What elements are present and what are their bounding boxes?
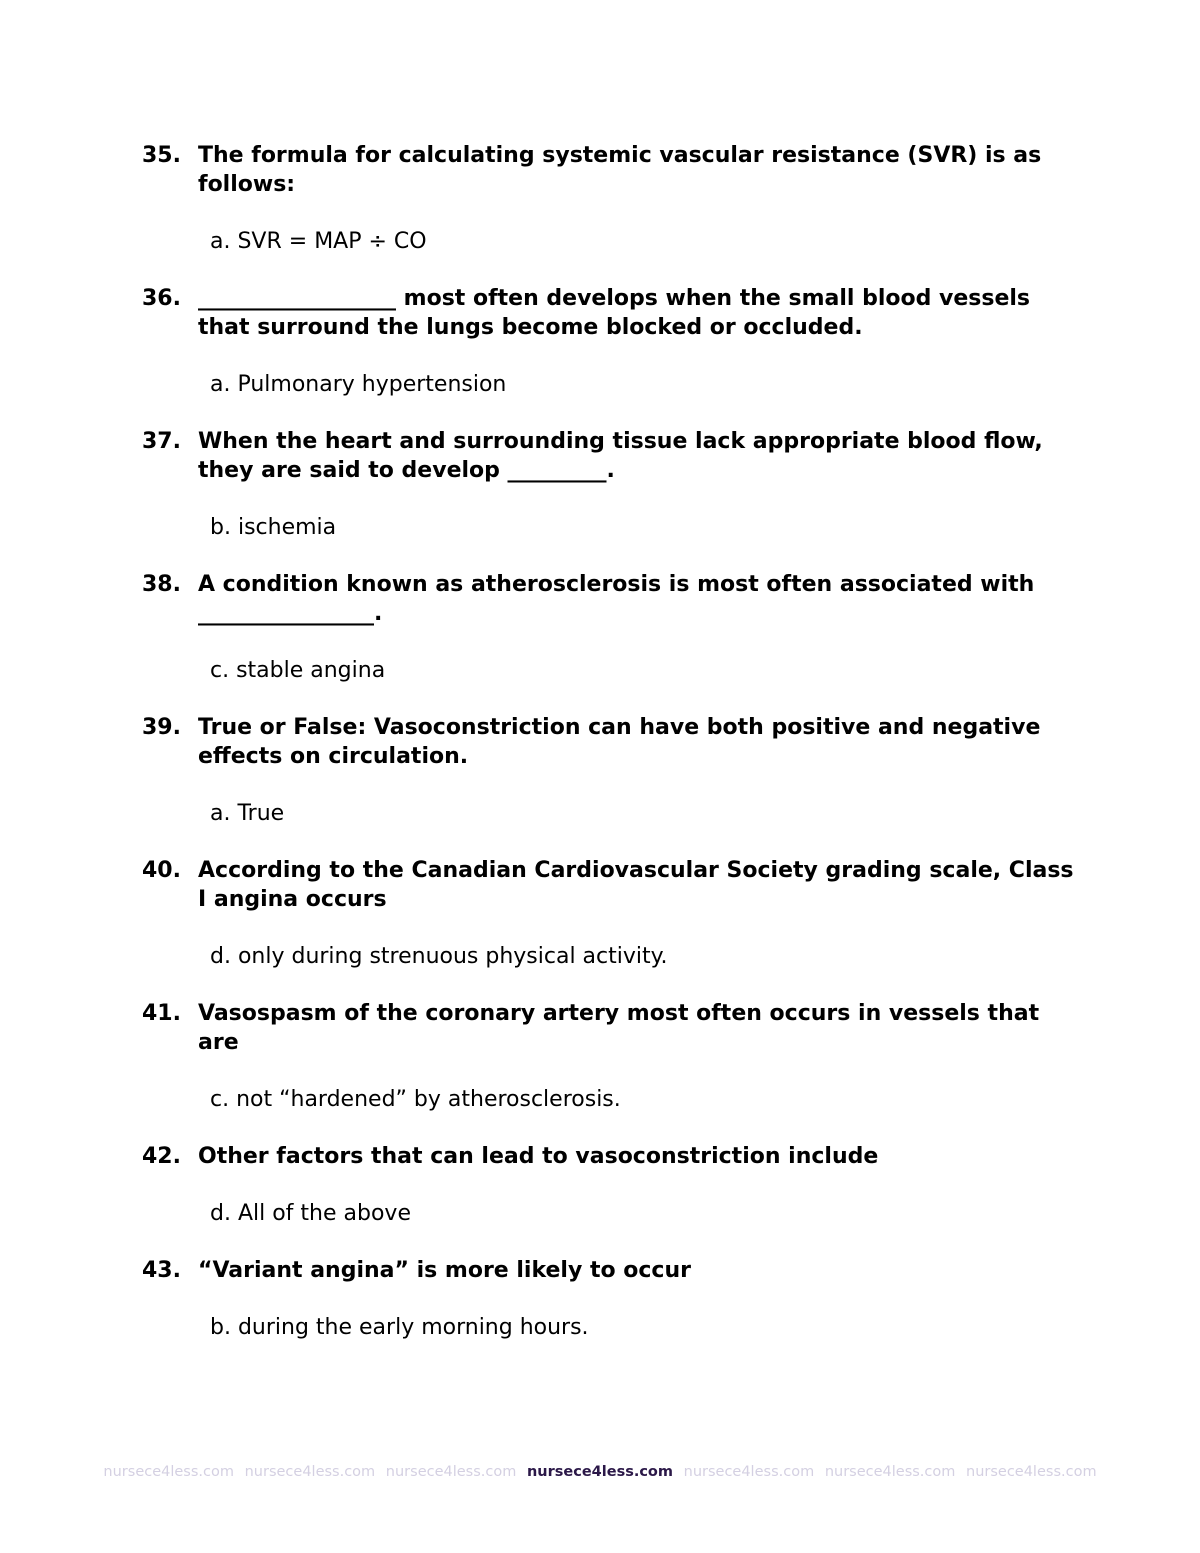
question-text: Other factors that can lead to vasoconstriction include <box>198 1144 879 1169</box>
question-40 <box>142 856 1082 914</box>
watermark-text: nursece4less.com <box>244 1464 376 1480</box>
watermark-footer <box>0 1462 1200 1482</box>
question-number: 39. <box>142 715 181 740</box>
question-number: 43. <box>142 1258 181 1283</box>
answer-39: a. True <box>210 801 285 826</box>
question-text: __________________ most often develops when the small blood vessels that surround the lungs become blocked or occluded. <box>198 286 1031 340</box>
question-39 <box>142 713 1082 771</box>
question-number: 37. <box>142 429 181 454</box>
question-text: The formula for calculating systemic vascular resistance (SVR) is as follows: <box>198 143 1042 197</box>
question-list <box>142 141 1082 1370</box>
answer-38: c. stable angina <box>210 658 386 683</box>
question-number: 42. <box>142 1144 181 1169</box>
question-36 <box>142 284 1082 342</box>
question-text: “Variant angina” is more likely to occur <box>198 1258 691 1283</box>
question-text: When the heart and surrounding tissue lack appropriate blood flow, they are said to develop _________. <box>198 429 1043 483</box>
answer-42: d. All of the above <box>210 1201 411 1226</box>
watermark-text: nursece4less.com <box>824 1464 956 1480</box>
question-43 <box>142 1256 1082 1285</box>
question-text: Vasospasm of the coronary artery most often occurs in vessels that are <box>198 1001 1040 1055</box>
question-number: 38. <box>142 572 181 597</box>
question-number: 35. <box>142 143 181 168</box>
answer-41: c. not “hardened” by atherosclerosis. <box>210 1087 621 1112</box>
question-number: 41. <box>142 1001 181 1026</box>
answer-37: b. ischemia <box>210 515 337 540</box>
question-38 <box>142 570 1082 628</box>
question-text: A condition known as atherosclerosis is most often associated with ________________. <box>198 572 1035 626</box>
watermark-text: nursece4less.com <box>966 1464 1097 1480</box>
answer-35: a. SVR = MAP ÷ CO <box>210 229 427 254</box>
watermark-text: nursece4less.com <box>385 1464 517 1480</box>
question-41 <box>142 999 1082 1057</box>
watermark-brand-link[interactable]: nursece4less.com <box>526 1464 674 1480</box>
answer-36: a. Pulmonary hypertension <box>210 372 507 397</box>
question-number: 36. <box>142 286 181 311</box>
question-42 <box>142 1142 1082 1171</box>
question-text: True or False: Vasoconstriction can have both positive and negative effects on circulation. <box>198 715 1041 769</box>
watermark-text: nursece4less.com <box>683 1464 815 1480</box>
watermark-text: nursece4less.com <box>103 1464 234 1480</box>
question-37 <box>142 427 1082 485</box>
question-number: 40. <box>142 858 181 883</box>
question-text: According to the Canadian Cardiovascular Society grading scale, Class I angina occurs <box>198 858 1074 912</box>
question-35 <box>142 141 1082 199</box>
answer-40: d. only during strenuous physical activity. <box>210 944 668 969</box>
answer-43: b. during the early morning hours. <box>210 1315 589 1340</box>
